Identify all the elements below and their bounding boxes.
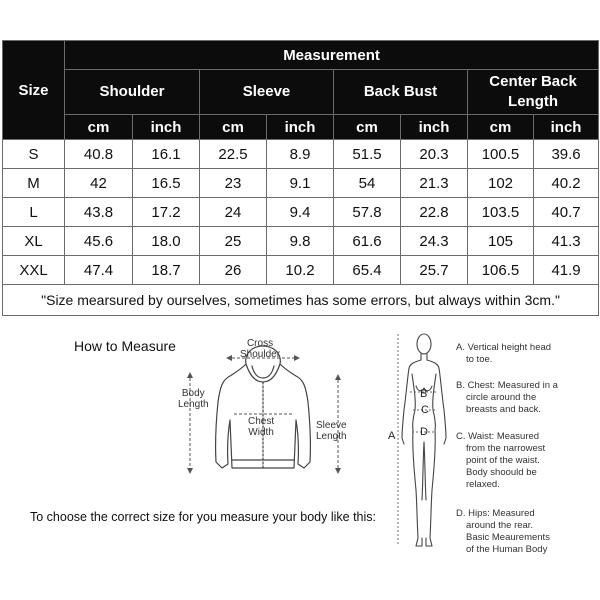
table-cell: 16.5 (133, 169, 200, 198)
table-cell: 41.9 (534, 256, 599, 285)
legend-b: B. Chest: Measured in a circle around the breasts and back. (456, 380, 558, 415)
measurement-header-row (3, 41, 599, 70)
measurement-header: Measurement (65, 41, 599, 70)
table-row (3, 227, 599, 256)
table-cell: 54 (334, 169, 401, 198)
center-back-length-header: Center Back Length (468, 70, 599, 115)
table-cell: 24.3 (401, 227, 468, 256)
table-cell: 102 (468, 169, 534, 198)
table-cell: 43.8 (65, 198, 133, 227)
table-cell: 9.4 (267, 198, 334, 227)
table-cell: 45.6 (65, 227, 133, 256)
unit-header: cm (334, 115, 401, 140)
table-cell: 39.6 (534, 140, 599, 169)
letter-c: C (421, 404, 429, 416)
table-cell: 18.7 (133, 256, 200, 285)
size-header: Size (3, 41, 65, 140)
table-cell: 57.8 (334, 198, 401, 227)
table-row (3, 169, 599, 198)
table-cell: 51.5 (334, 140, 401, 169)
table-cell: 17.2 (133, 198, 200, 227)
cross-shoulder-label: Cross Shoulder (240, 338, 281, 360)
table-cell: 65.4 (334, 256, 401, 285)
legend-a: A. Vertical height head to toe. (456, 342, 552, 365)
size-cell: L (3, 198, 65, 227)
table-cell: 21.3 (401, 169, 468, 198)
unit-header-row (3, 115, 599, 140)
unit-header: cm (200, 115, 267, 140)
table-cell: 16.1 (133, 140, 200, 169)
body-figure-diagram (380, 330, 460, 555)
shoulder-header: Shoulder (65, 70, 200, 115)
table-row (3, 256, 599, 285)
choose-size-instruction: To choose the correct size for you measure your body like this: (30, 510, 376, 524)
table-cell: 24 (200, 198, 267, 227)
letter-b: B (420, 388, 428, 400)
chest-width-label: Chest Width (248, 416, 275, 438)
table-cell: 22.8 (401, 198, 468, 227)
size-chart-table (2, 40, 599, 316)
table-cell: 40.8 (65, 140, 133, 169)
table-cell: 25.7 (401, 256, 468, 285)
unit-header: inch (267, 115, 334, 140)
table-cell: 40.7 (534, 198, 599, 227)
table-cell: 100.5 (468, 140, 534, 169)
table-cell: 20.3 (401, 140, 468, 169)
size-cell: S (3, 140, 65, 169)
note-row (3, 285, 599, 316)
table-cell: 26 (200, 256, 267, 285)
size-note: "Size mearsured by ourselves, sometimes has some errors, but always within 3cm." (3, 285, 599, 316)
how-to-measure-title: How to Measure (74, 338, 176, 354)
unit-header: cm (65, 115, 133, 140)
table-cell: 47.4 (65, 256, 133, 285)
table-row (3, 140, 599, 169)
size-cell: XL (3, 227, 65, 256)
table-cell: 9.1 (267, 169, 334, 198)
unit-header: cm (468, 115, 534, 140)
legend-d: D. Hips: Measured around the rear. Basic Meaurements of the Human Body (456, 508, 550, 555)
legend-c: C. Waist: Measured from the narrowest point of the waist. Body shoould be relaxed. (456, 431, 546, 490)
table-cell: 42 (65, 169, 133, 198)
unit-header: inch (133, 115, 200, 140)
body-length-label: Body Length (178, 388, 209, 410)
table-cell: 9.8 (267, 227, 334, 256)
table-cell: 105 (468, 227, 534, 256)
table-cell: 25 (200, 227, 267, 256)
table-cell: 41.3 (534, 227, 599, 256)
size-cell: M (3, 169, 65, 198)
table-cell: 106.5 (468, 256, 534, 285)
table-cell: 103.5 (468, 198, 534, 227)
table-row (3, 198, 599, 227)
table-cell: 10.2 (267, 256, 334, 285)
letter-a: A (388, 430, 396, 442)
unit-header: inch (534, 115, 599, 140)
sleeve-length-label: Sleeve Length (316, 420, 347, 442)
table-cell: 18.0 (133, 227, 200, 256)
size-cell: XXL (3, 256, 65, 285)
group-header-row (3, 70, 599, 115)
letter-d: D (420, 426, 428, 438)
table-cell: 40.2 (534, 169, 599, 198)
table-cell: 23 (200, 169, 267, 198)
sleeve-header: Sleeve (200, 70, 334, 115)
table-cell: 8.9 (267, 140, 334, 169)
table-cell: 61.6 (334, 227, 401, 256)
back-bust-header: Back Bust (334, 70, 468, 115)
unit-header: inch (401, 115, 468, 140)
table-cell: 22.5 (200, 140, 267, 169)
